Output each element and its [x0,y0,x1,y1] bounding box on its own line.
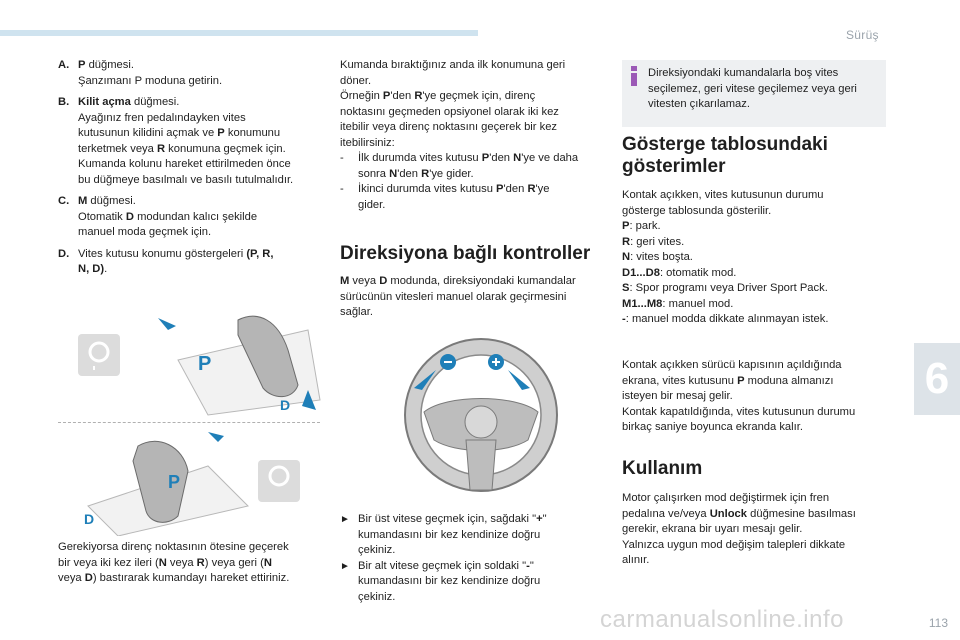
arrow-up-icon [208,432,224,442]
steering-wheel-icon-box [78,334,120,376]
list-item-d: D. Vites kutusu konumu göstergeleri (P, R, N, D). [58,247,274,275]
d-label: D [280,397,291,413]
door-message-paragraph: Kontak açıkken sürücü kapısının açıldığında ekrana, vites kutusunu P moduna almanızı isteyen bir mesaj gelir. Kontak kapatıldığında, vites kutusunun durumu birkaç saniye boyunca ekranda kalır. [622,359,856,433]
section-title: Sürüş [846,28,879,42]
list-item-b: B. Kilit açma düğmesi. Ayağınız fren pedalındayken vites kutusunun kilidini açmak ve P konumunu terketmek veya R konumuna geçmek için. Kumanda kolunu hareket ettirilmeden önce bu düğmeye basılmalı ve basılı tutulmalıdır. [58,96,294,186]
steering-wheel-illustration [396,330,566,500]
middle-column: Kumanda bıraktığınız anda ilk konumuna geri döner. Örneğin P'den R'ye geçmek için, direnç noktasını geçmeden opsiyonel olarak iki kez itebilir veya direnç noktasını geçerek bir kez itebilirsiniz: - İlk durumda vites kutusu P'den N'ye ve daha sonra N'den R'ye gider. - İkinci durumda vites kutusu P'den R'ye gider. [340,58,608,213]
p-label: P [168,472,181,492]
arrow-up-icon [158,318,176,330]
gear-selector-illustration-top [58,290,328,420]
chapter-number: 6 [924,354,950,403]
gear-selector-illustration-bottom [58,426,328,536]
page-number: 113 [928,616,948,630]
left-column [58,58,328,284]
watermark: carmanualsonline.info [600,606,844,633]
usage-paragraph: Motor çalışırken mod değiştirmek için fren pedalına ve/veya Unlock düğmesine basılması gerekir, ekrana bir uyarı mesajı gelir. Yalnızca uygun mod değişim talepleri dikkate alınır. [622,492,856,566]
p-label: P [198,353,212,375]
list-item-a: A. P düğmesi. Şanzımanı P moduna getirin. [58,59,223,87]
header-bar [0,30,478,36]
divider [58,422,320,423]
left-bottom-paragraph: Gerekiyorsa direnç noktasının ötesine geçerek bir veya iki kez ileri (N veya R) veya geri (N veya D) bastırarak kumandayı hareket ettiriniz. [58,541,290,584]
dash-list: - İlk durumda vites kutusu P'den N'ye ve daha sonra N'den R'ye gider. - İkinci durumda vites kutusu P'den R'ye gider. [340,152,579,211]
d-label: D [84,511,95,527]
indicator-list: Kontak açıkken, vites kutusunun durumu gösterge tablosunda gösterilir. P: park. R: geri vites. N: vites boşta. D1...D8: otomatik mod. S: Spor programı veya Driver Sport Pack. M1...M8: manuel mod. -: manuel modda dikkate alınmayan istek. [622,189,829,325]
list-item-c: C. M düğmesi. Otomatik D modundan kalıcı şekilde manuel moda geçmek için. [58,195,258,238]
heading-dashboard-indicators: Gösterge tablosundaki gösterimler [622,134,828,177]
steering-paragraph: M veya D modunda, direksiyondaki kumandalar sürücünün vitesleri manuel olarak geçirmesini sağlar. [340,275,576,318]
heading-usage: Kullanım [622,458,703,479]
paddle-instructions: ► Bir üst vitese geçmek için, sağdaki "+" kumandasını bir kez kendinize doğru çekiniz. ► Bir alt vitese geçmek için soldaki "-" kumandasını bir kez kendinize doğru çekiniz. [340,513,547,603]
heading-steering-controls: Direksiyona bağlı kontroller [340,243,591,264]
info-icon [631,66,637,86]
info-box: Direksiyondaki kumandalarla boş vites seçilemez, geri vitese geçilemez veya geri vitesten çıkarılamaz. [622,60,886,127]
brand-logo-icon [465,406,497,438]
